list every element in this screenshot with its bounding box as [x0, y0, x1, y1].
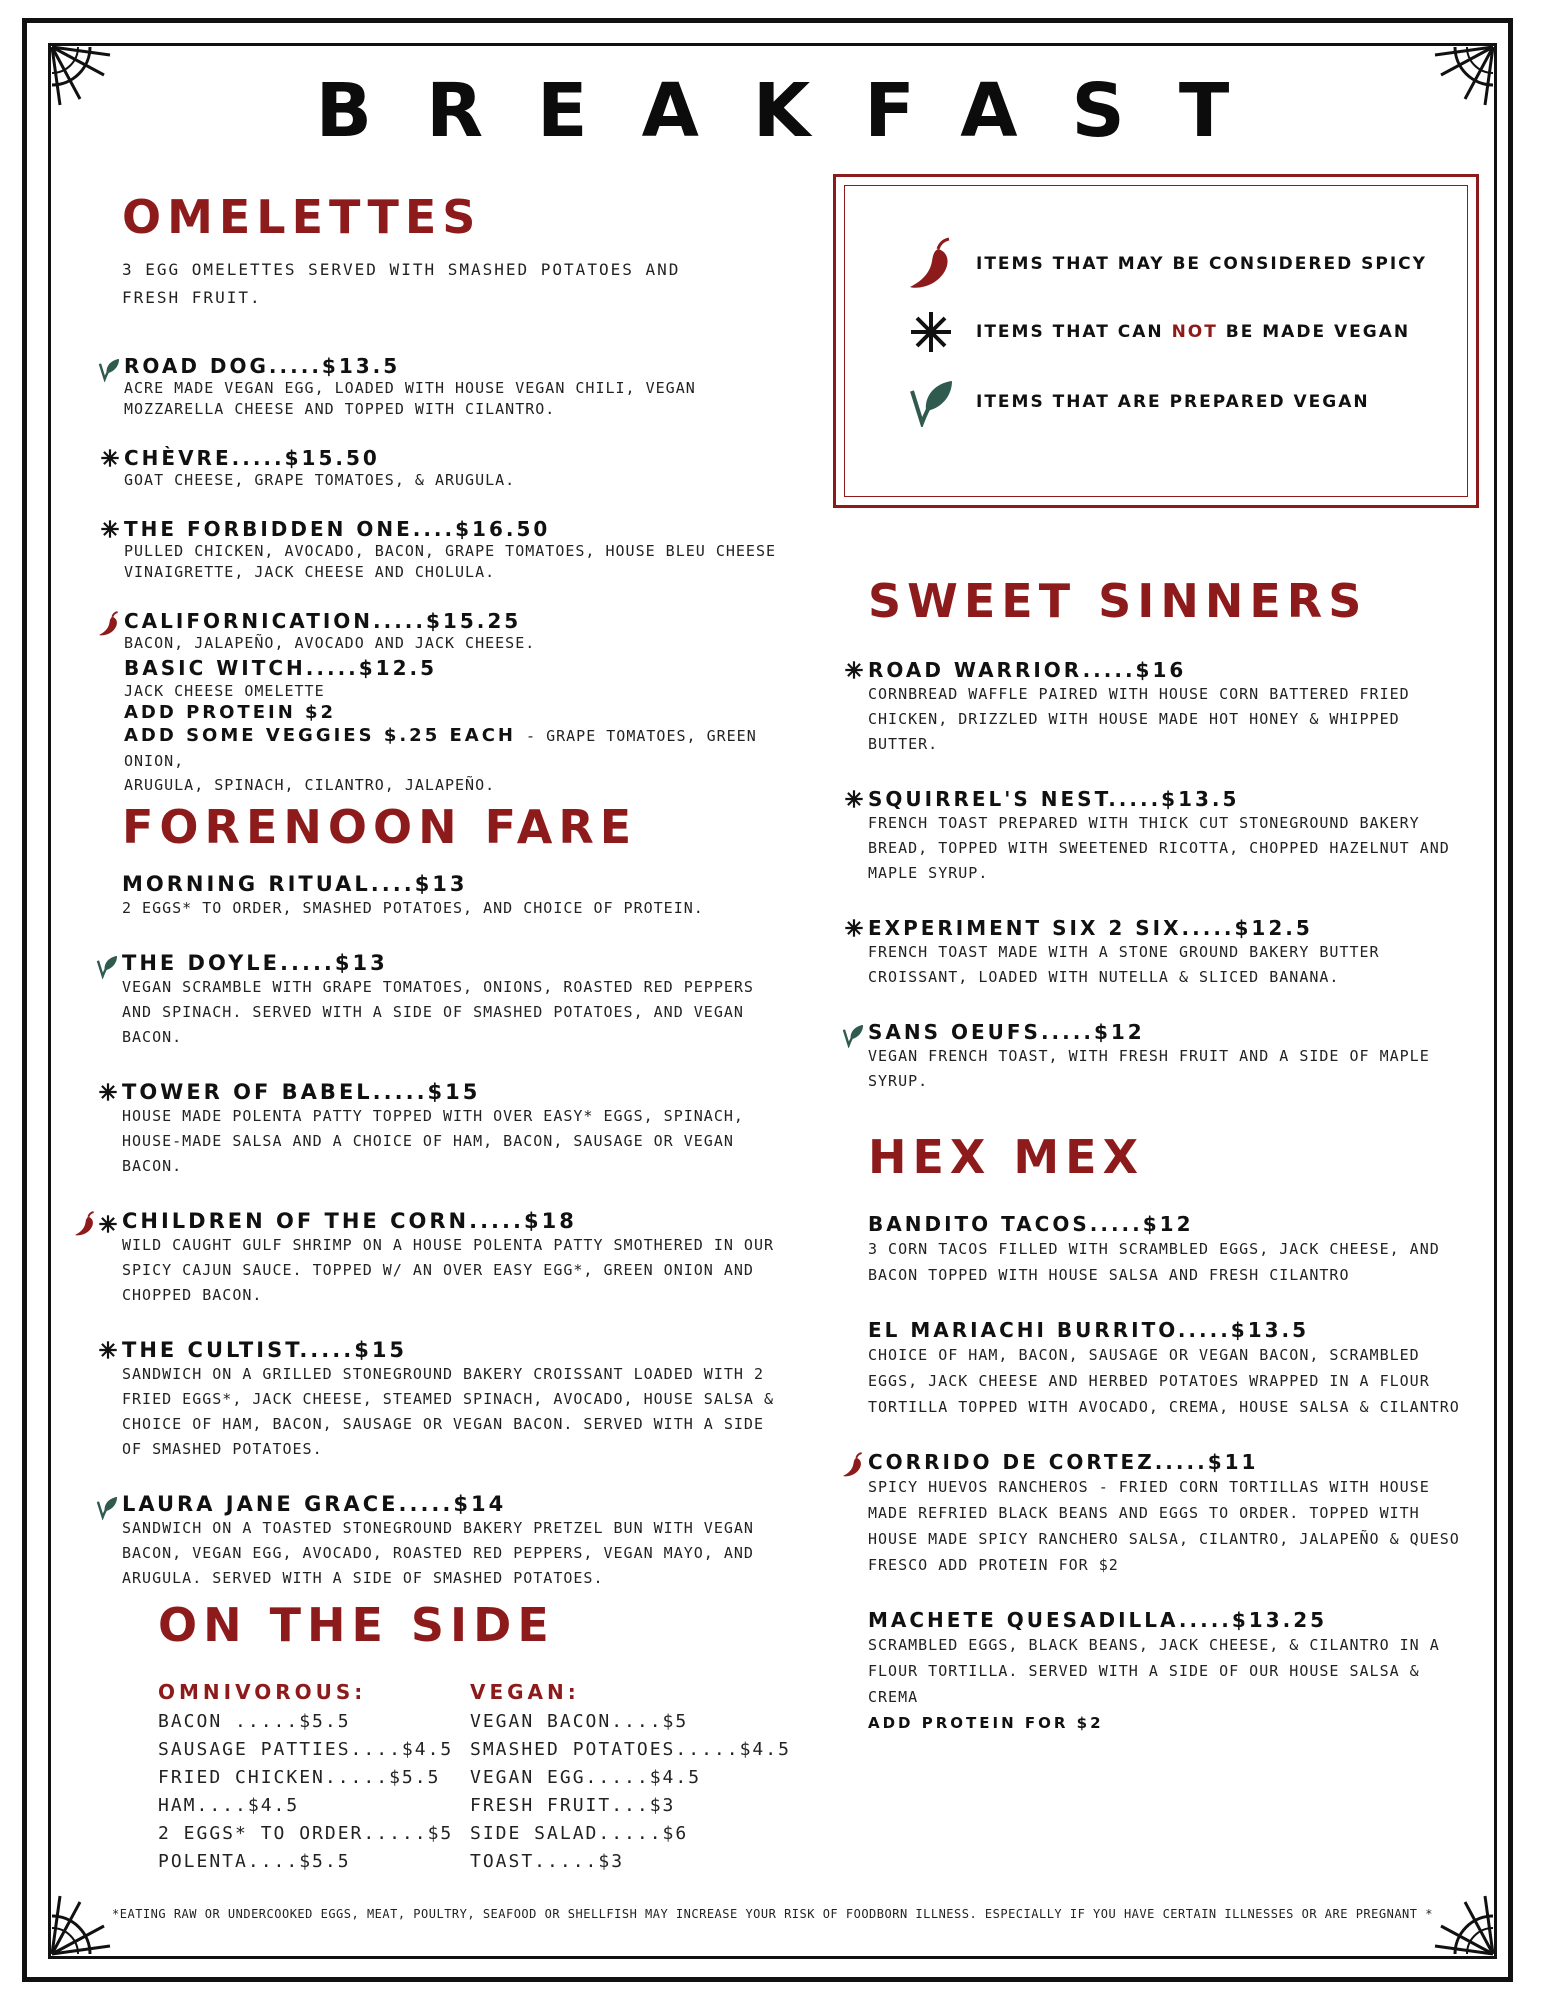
item-desc: JACK CHEESE OMELETTE: [124, 682, 325, 700]
item-name: MORNING RITUAL....$13: [122, 872, 468, 896]
hex-mex-list: [868, 1212, 1468, 1766]
item-markers: [98, 1082, 118, 1102]
item-markers: [844, 918, 864, 938]
item-name: THE FORBIDDEN ONE....$16.50: [124, 517, 551, 541]
item-desc: VEGAN FRENCH TOAST, WITH FRESH FRUIT AND A SIDE OF MAPLE SYRUP.: [868, 1047, 1430, 1090]
sweet-sinners-heading: SWEET SINNERS: [868, 574, 1368, 628]
item-name: MACHETE QUESADILLA.....$13.25: [868, 1608, 1328, 1632]
item-desc: SPICY HUEVOS RANCHEROS - FRIED CORN TORTILLAS WITH HOUSE MADE REFRIED BLACK BEANS AND EGGS TO ORDER. TOPPED WITH HOUSE MADE SPICY RANCHERO SALSA, CILANTRO, JALAPEÑO & QUESO FRESCO ADD PROTEIN FOR $2: [868, 1478, 1460, 1574]
item-name: EXPERIMENT SIX 2 SIX.....$12.5: [868, 916, 1313, 940]
legend-row-vegan: [908, 377, 1370, 427]
vegan-label: VEGAN:: [470, 1680, 580, 1704]
vegan-leaf-icon: [842, 1022, 864, 1048]
item-name: ROAD DOG.....$13.5: [124, 354, 401, 378]
item-name: TOWER OF BABEL.....$15: [122, 1080, 481, 1104]
side-item: SAUSAGE PATTIES....$4.5: [158, 1739, 454, 1760]
item-name: CORRIDO DE CORTEZ.....$11: [868, 1450, 1259, 1474]
asterisk-icon: [844, 789, 864, 809]
item-desc: 3 CORN TACOS FILLED WITH SCRAMBLED EGGS, JACK CHEESE, AND BACON TOPPED WITH HOUSE SALSA AND FRESH CILANTRO: [868, 1240, 1440, 1284]
item-name: CALIFORNICATION.....$15.25: [124, 609, 522, 633]
side-item: SMASHED POTATOES.....$4.5: [470, 1739, 791, 1760]
omelettes-list: [124, 354, 784, 680]
item-name: THE DOYLE.....$13: [122, 951, 388, 975]
item-name: BASIC WITCH.....$12.5: [124, 656, 438, 680]
item-desc: CHOICE OF HAM, BACON, SAUSAGE OR VEGAN BACON, SCRAMBLED EGGS, JACK CHEESE AND HERBED POTATOES WRAPPED IN A FLOUR TORTILLA TOPPED WITH AVOCADO, CREMA, HOUSE SALSA & CILANTRO: [868, 1346, 1460, 1416]
chili-pepper-icon: [908, 237, 954, 291]
item-name: SANS OEUFS.....$12: [868, 1020, 1145, 1044]
add-veggies-label: ADD SOME VEGGIES $.25 EACH: [124, 725, 516, 746]
item-markers: [98, 611, 120, 637]
item-name: SQUIRREL'S NEST.....$13.5: [868, 787, 1240, 811]
legend-vegan-text: ITEMS THAT ARE PREPARED VEGAN: [976, 392, 1370, 412]
item-desc: CORNBREAD WAFFLE PAIRED WITH HOUSE CORN BATTERED FRIED CHICKEN, DRIZZLED WITH HOUSE MADE HOT HONEY & WHIPPED BUTTER.: [868, 685, 1410, 753]
legend-not-emphasis: NOT: [1171, 322, 1218, 342]
item-desc: FRENCH TOAST PREPARED WITH THICK CUT STONEGROUND BAKERY BREAD, TOPPED WITH SWEETENED RICOTTA, CHOPPED HAZELNUT AND MAPLE SYRUP.: [868, 814, 1450, 882]
menu-item: [124, 446, 784, 491]
item-desc: SANDWICH ON A GRILLED STONEGROUND BAKERY CROISSANT LOADED WITH 2 FRIED EGGS*, JACK CHEESE, STEAMED SPINACH, AVOCADO, HOUSE SALSA & CHOICE OF HAM, BACON, SAUSAGE OR VEGAN BACON. SERVED WITH A SIDE OF SMASHED POTATOES.: [122, 1365, 774, 1458]
legend-not-vegan-text: [976, 322, 1410, 342]
item-extra: ADD PROTEIN FOR $2: [868, 1714, 1104, 1732]
asterisk-icon: [844, 660, 864, 680]
item-markers: [96, 1494, 118, 1520]
omelettes-intro: 3 EGG OMELETTES SERVED WITH SMASHED POTATOES AND FRESH FRUIT.: [122, 260, 681, 307]
vegan-leaf-icon: [908, 377, 954, 427]
item-desc: PULLED CHICKEN, AVOCADO, BACON, GRAPE TOMATOES, HOUSE BLEU CHEESE VINAIGRETTE, JACK CHEESE AND CHOLULA.: [124, 542, 776, 581]
basic-witch-item: [124, 656, 784, 796]
item-desc: FRENCH TOAST MADE WITH A STONE GROUND BAKERY BUTTER CROISSANT, LOADED WITH NUTELLA & SLICED BANANA.: [868, 943, 1380, 986]
asterisk-icon: [908, 309, 954, 355]
side-item: VEGAN BACON....$5: [470, 1711, 689, 1732]
item-desc: HOUSE MADE POLENTA PATTY TOPPED WITH OVER EASY* EGGS, SPINACH, HOUSE-MADE SALSA AND A CHOICE OF HAM, BACON, SAUSAGE OR VEGAN BACON.: [122, 1107, 744, 1175]
omelettes-heading: OMELETTES: [122, 190, 482, 244]
menu-item: [868, 787, 1468, 886]
legend-not-vegan-pre: ITEMS THAT CAN: [976, 322, 1172, 342]
forenoon-heading: FORENOON FARE: [122, 800, 638, 854]
food-safety-disclaimer: *EATING RAW OR UNDERCOOKED EGGS, MEAT, POULTRY, SEAFOOD OR SHELLFISH MAY INCREASE YOUR RISK OF FOODBORN ILLNESS. ESPECIALLY IF YOU HAVE CERTAIN ILLNESSES OR ARE PREGNANT *: [112, 1907, 1433, 1921]
asterisk-icon: [98, 1340, 118, 1360]
omnivorous-label: OMNIVOROUS:: [158, 1680, 367, 1704]
item-markers: [844, 660, 864, 680]
item-markers: [98, 1340, 118, 1360]
omnivorous-list: [158, 1708, 453, 1876]
menu-item: [124, 354, 784, 420]
item-markers: [844, 789, 864, 809]
menu-item: [868, 916, 1468, 990]
item-markers: [842, 1022, 864, 1048]
side-item: SIDE SALAD.....$6: [470, 1823, 689, 1844]
vegan-leaf-icon: [98, 356, 120, 382]
corner-ornament-icon: [1431, 1892, 1495, 1956]
item-name: ROAD WARRIOR.....$16: [868, 658, 1187, 682]
asterisk-icon: [100, 519, 120, 539]
menu-item: [122, 872, 792, 921]
add-protein-label: ADD PROTEIN $2: [124, 702, 337, 723]
side-item: TOAST.....$3: [470, 1851, 625, 1872]
menu-item: [124, 609, 784, 654]
asterisk-icon: [844, 918, 864, 938]
chili-pepper-icon: [98, 611, 120, 637]
item-markers: [842, 1452, 864, 1478]
legend-spicy-text: ITEMS THAT MAY BE CONSIDERED SPICY: [976, 254, 1427, 274]
item-name: CHILDREN OF THE CORN.....$18: [122, 1209, 577, 1233]
item-desc: SCRAMBLED EGGS, BLACK BEANS, JACK CHEESE, & CILANTRO IN A FLOUR TORTILLA. SERVED WITH A SIDE OF OUR HOUSE SALSA & CREMA: [868, 1636, 1440, 1706]
menu-item: [122, 1492, 792, 1591]
item-markers: [98, 356, 120, 382]
add-veggies-list: - GRAPE TOMATOES, GREEN ONION,: [124, 727, 757, 770]
item-desc: WILD CAUGHT GULF SHRIMP ON A HOUSE POLENTA PATTY SMOTHERED IN OUR SPICY CAJUN SAUCE. TOPPED W/ AN OVER EASY EGG*, GREEN ONION AND CHOPPED BACON.: [122, 1236, 774, 1304]
chili-pepper-icon: [74, 1211, 96, 1237]
item-markers: [74, 1211, 118, 1237]
menu-title: BREAKFAST: [315, 68, 1284, 154]
item-markers: [100, 519, 120, 539]
side-heading: ON THE SIDE: [158, 1598, 555, 1652]
item-desc: 2 EGGS* TO ORDER, SMASHED POTATOES, AND CHOICE OF PROTEIN.: [122, 899, 704, 917]
side-item: VEGAN EGG.....$4.5: [470, 1767, 702, 1788]
legend-row-spicy: [908, 237, 1427, 291]
menu-item: [122, 1338, 792, 1462]
item-desc: GOAT CHEESE, GRAPE TOMATOES, & ARUGULA.: [124, 471, 516, 489]
legend-box: [833, 174, 1479, 508]
item-name: EL MARIACHI BURRITO.....$13.5: [868, 1318, 1310, 1342]
menu-item: [868, 1450, 1468, 1578]
menu-item: [868, 1318, 1468, 1420]
item-name: LAURA JANE GRACE.....$14: [122, 1492, 507, 1516]
item-name: CHÈVRE.....$15.50: [124, 446, 380, 470]
item-desc: SANDWICH ON A TOASTED STONEGROUND BAKERY PRETZEL BUN WITH VEGAN BACON, VEGAN EGG, AVOCADO, ROASTED RED PEPPERS, VEGAN MAYO, AND ARUGULA. SERVED WITH A SIDE OF SMASHED POTATOES.: [122, 1519, 754, 1587]
menu-item: [122, 1209, 792, 1308]
add-veggies-list-cont: ARUGULA, SPINACH, CILANTRO, JALAPEÑO.: [124, 776, 496, 794]
forenoon-list: [122, 872, 792, 1621]
hex-mex-heading: HEX MEX: [868, 1130, 1145, 1184]
legend-not-vegan-post: BE MADE VEGAN: [1217, 322, 1411, 342]
item-desc: BACON, JALAPEÑO, AVOCADO AND JACK CHEESE.: [124, 634, 536, 652]
asterisk-icon: [98, 1082, 118, 1102]
sweet-sinners-list: [868, 658, 1468, 1124]
item-desc: VEGAN SCRAMBLE WITH GRAPE TOMATOES, ONIONS, ROASTED RED PEPPERS AND SPINACH. SERVED WITH A SIDE OF SMASHED POTATOES, AND VEGAN BACON.: [122, 978, 754, 1046]
vegan-leaf-icon: [96, 953, 118, 979]
item-name: THE CULTIST.....$15: [122, 1338, 408, 1362]
item-markers: [100, 448, 120, 468]
menu-item: [122, 951, 792, 1050]
corner-ornament-icon: [50, 1892, 114, 1956]
asterisk-icon: [100, 448, 120, 468]
side-item: FRESH FRUIT...$3: [470, 1795, 676, 1816]
menu-item: [868, 1212, 1468, 1288]
item-name: BANDITO TACOS.....$12: [868, 1212, 1194, 1236]
menu-item: [868, 1020, 1468, 1094]
side-item: BACON .....$5.5: [158, 1711, 351, 1732]
item-markers: [96, 953, 118, 979]
menu-item: [124, 517, 784, 583]
menu-item: [868, 1608, 1468, 1736]
menu-item: [122, 1080, 792, 1179]
item-desc: ACRE MADE VEGAN EGG, LOADED WITH HOUSE VEGAN CHILI, VEGAN MOZZARELLA CHEESE AND TOPPED WITH CILANTRO.: [124, 379, 696, 418]
menu-item: [868, 658, 1468, 757]
side-item: FRIED CHICKEN.....$5.5: [158, 1767, 441, 1788]
add-veggies-line: [124, 724, 784, 774]
legend-row-not-vegan: [908, 309, 1410, 355]
vegan-leaf-icon: [96, 1494, 118, 1520]
chili-pepper-icon: [842, 1452, 864, 1478]
side-item: 2 EGGS* TO ORDER.....$5: [158, 1823, 454, 1844]
vegan-list: [470, 1708, 791, 1876]
side-item: POLENTA....$5.5: [158, 1851, 351, 1872]
side-item: HAM....$4.5: [158, 1795, 300, 1816]
asterisk-icon: [98, 1214, 118, 1234]
